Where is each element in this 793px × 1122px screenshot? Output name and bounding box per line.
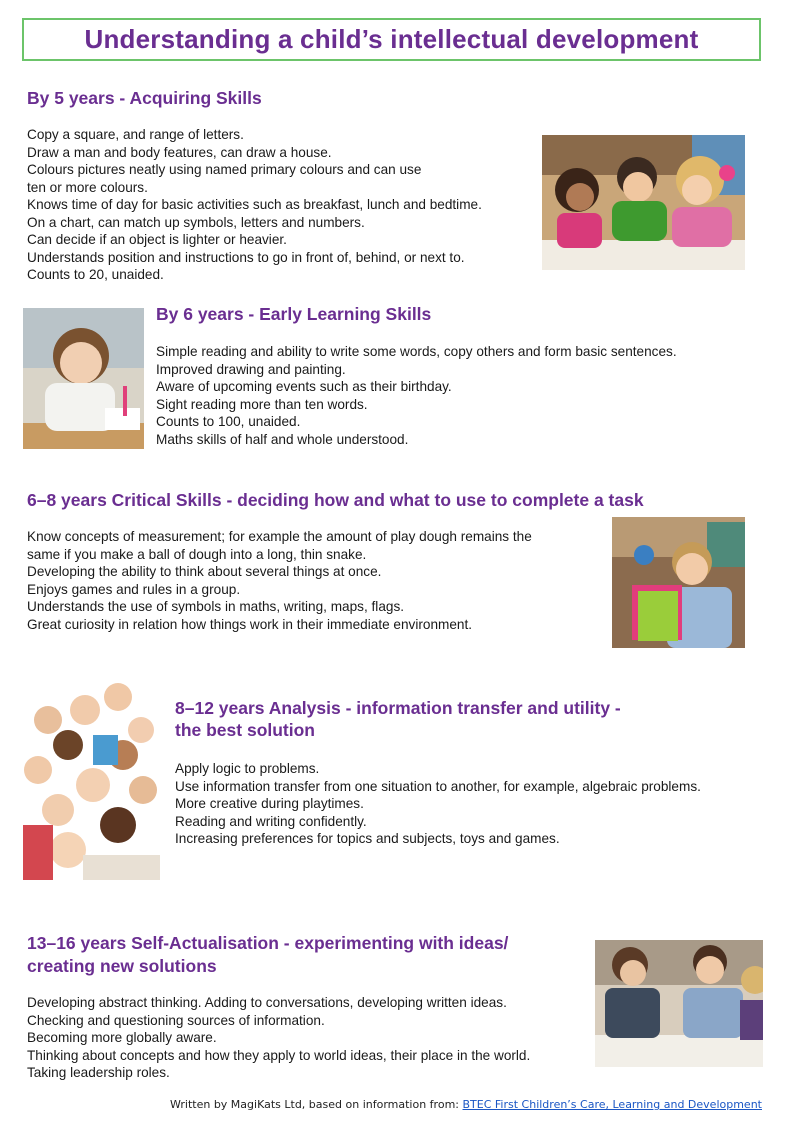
list-item: Apply logic to problems. xyxy=(175,761,320,776)
list-item: Understands the use of symbols in maths, writing, maps, flags. xyxy=(27,599,405,614)
list-item: Enjoys games and rules in a group. xyxy=(27,581,241,597)
children-drawing-photo xyxy=(542,135,745,270)
section-list-8-12-years xyxy=(175,760,701,848)
section-heading-13-16-years-line1: 13–16 years Self-Actualisation - experimenting with ideas/ xyxy=(27,933,509,953)
list-item: Understands position and instructions to go in front of, behind, or next to. xyxy=(27,249,465,265)
list-item: Draw a man and body features, can draw a house. xyxy=(27,144,332,160)
list-item: Developing the ability to think about several things at once. xyxy=(27,564,382,579)
footer-text: Written by MagiKats Ltd, based on information from: xyxy=(170,1098,459,1111)
section-heading-13-16-years-line2: creating new solutions xyxy=(27,956,217,976)
list-item: Counts to 100, unaided. xyxy=(156,414,301,429)
teenagers-studying-photo xyxy=(595,940,763,1067)
list-item: Maths skills of half and whole understood. xyxy=(156,431,409,447)
list-item: Becoming more globally aware. xyxy=(27,1030,217,1045)
list-item: Know concepts of measurement; for example the amount of play dough remains the xyxy=(27,529,532,544)
smiling-girl-writing-photo xyxy=(23,308,144,449)
list-item: Copy a square, and range of letters. xyxy=(27,127,244,142)
section-list-5-years xyxy=(27,126,482,284)
list-item: Improved drawing and painting. xyxy=(156,361,346,377)
list-item: Knows time of day for basic activities such as breakfast, lunch and bedtime. xyxy=(27,197,482,212)
list-item: Developing abstract thinking. Adding to conversations, developing written ideas. xyxy=(27,995,507,1010)
list-item: Counts to 20, unaided. xyxy=(27,267,164,282)
section-heading-8-12-years-line1: 8–12 years Analysis - information transfer and utility - xyxy=(175,698,621,718)
list-item: Simple reading and ability to write some words, copy others and form basic sentences. xyxy=(156,344,677,359)
list-item: Taking leadership roles. xyxy=(27,1065,170,1080)
page-title: Understanding a child’s intellectual development xyxy=(84,24,699,54)
section-list-13-16-years xyxy=(27,994,530,1082)
list-item: Reading and writing confidently. xyxy=(175,813,367,829)
list-item: Can decide if an object is lighter or heavier. xyxy=(27,232,287,247)
group-of-children-photo xyxy=(23,675,160,880)
list-item: Great curiosity in relation how things work in their immediate environment. xyxy=(27,616,473,632)
source-link[interactable]: BTEC First Children’s Care, Learning and Development xyxy=(462,1098,762,1111)
list-item: Aware of upcoming events such as their birthday. xyxy=(156,379,452,394)
list-item: Thinking about concepts and how they apply to world ideas, their place in the world. xyxy=(27,1047,531,1063)
list-item: Sight reading more than ten words. xyxy=(156,396,368,412)
list-item: Use information transfer from one situation to another, for example, algebraic problems. xyxy=(175,778,701,794)
section-heading-5-years: By 5 years - Acquiring Skills xyxy=(27,88,262,108)
section-list-6-8-years xyxy=(27,528,532,633)
title-box xyxy=(22,18,761,61)
list-item: On a chart, can match up symbols, letters and numbers. xyxy=(27,214,365,230)
section-list-6-years xyxy=(156,343,677,448)
boy-with-books-photo xyxy=(612,517,745,648)
footer-credit xyxy=(170,1098,762,1111)
list-item: Checking and questioning sources of information. xyxy=(27,1012,325,1028)
list-item: ten or more colours. xyxy=(27,179,148,195)
list-item: same if you make a ball of dough into a long, thin snake. xyxy=(27,546,367,562)
section-heading-6-years: By 6 years - Early Learning Skills xyxy=(156,304,432,324)
section-heading-6-8-years: 6–8 years Critical Skills - deciding how and what to use to complete a task xyxy=(27,490,644,510)
list-item: Increasing preferences for topics and subjects, toys and games. xyxy=(175,831,560,846)
list-item: More creative during playtimes. xyxy=(175,796,364,811)
list-item: Colours pictures neatly using named primary colours and can use xyxy=(27,162,422,177)
section-heading-8-12-years-line2: the best solution xyxy=(175,720,315,740)
